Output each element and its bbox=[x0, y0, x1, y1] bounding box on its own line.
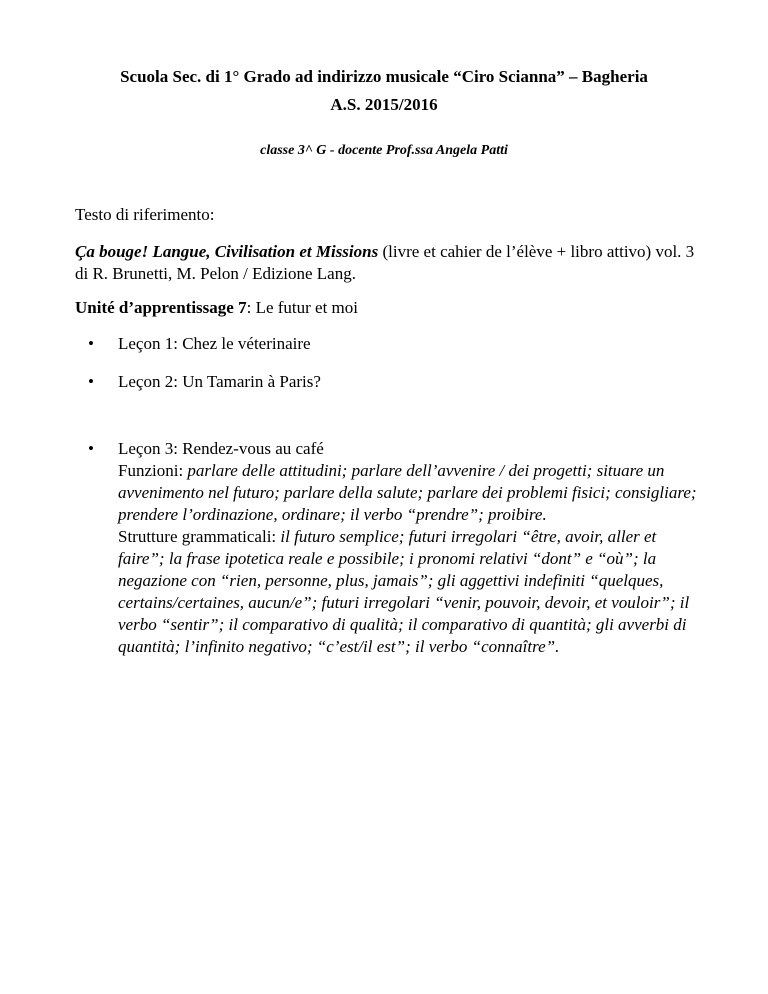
unit-label: Unité d’apprentissage 7 bbox=[75, 298, 247, 317]
bullet-icon: • bbox=[88, 334, 94, 353]
bullet-icon: • bbox=[88, 372, 94, 391]
unit-heading bbox=[75, 297, 695, 319]
lesson-3-funzioni bbox=[118, 460, 698, 526]
reference-book bbox=[75, 241, 695, 285]
lesson-3 bbox=[118, 438, 698, 658]
bullet-icon: • bbox=[88, 439, 94, 458]
strutture-label: Strutture grammaticali: bbox=[118, 527, 281, 546]
lesson-2: Leçon 2: Un Tamarin à Paris? bbox=[118, 372, 321, 391]
book-details: (livre et cahier de l’élève + libro attivo) vol. 3 di R. Brunetti, M. Pelon / Edizione Lang. bbox=[75, 242, 695, 283]
book-title: Ça bouge! Langue, Civilisation et Missions bbox=[75, 242, 379, 261]
class-teacher-line: classe 3^ G - docente Prof.ssa Angela Patti bbox=[260, 143, 508, 158]
lesson-3-title: Leçon 3: Rendez-vous au café bbox=[118, 439, 324, 458]
unit-title: : Le futur et moi bbox=[246, 298, 359, 317]
funzioni-text: parlare delle attitudini; parlare dell’avvenire / dei progetti; situare un avvenimento nel futuro; parlare della salute; parlare dei problemi fisici; consigliare; prendere l’ordinazione, ordinare; il verbo “prendre”; proibire. bbox=[118, 461, 697, 524]
lesson-1: Leçon 1: Chez le véterinaire bbox=[118, 334, 311, 353]
reference-label: Testo di riferimento: bbox=[75, 205, 215, 224]
school-year: A.S. 2015/2016 bbox=[330, 95, 438, 114]
lesson-3-strutture bbox=[118, 526, 698, 658]
school-heading: Scuola Sec. di 1° Grado ad indirizzo musicale “Ciro Scianna” – Bagheria bbox=[120, 67, 648, 86]
funzioni-label: Funzioni: bbox=[118, 461, 188, 480]
strutture-text: il futuro semplice; futuri irregolari “être, avoir, aller et faire”; la frase ipotetica reale e possibile; i pronomi relativi “dont” e “où”; la negazione con “rien, personne, plus, jamais”; gli aggettivi indefiniti “quelques, certains/certaines, aucun/e”; futuri irregolari “venir, pouvoir, devoir, et vouloir”; il verbo “sentir”; il comparativo di qualità; il comparativo di quantità; gli avverbi di quantità; l’infinito negativo; “c’est/il est”; il verbo “connaître”. bbox=[118, 527, 690, 656]
